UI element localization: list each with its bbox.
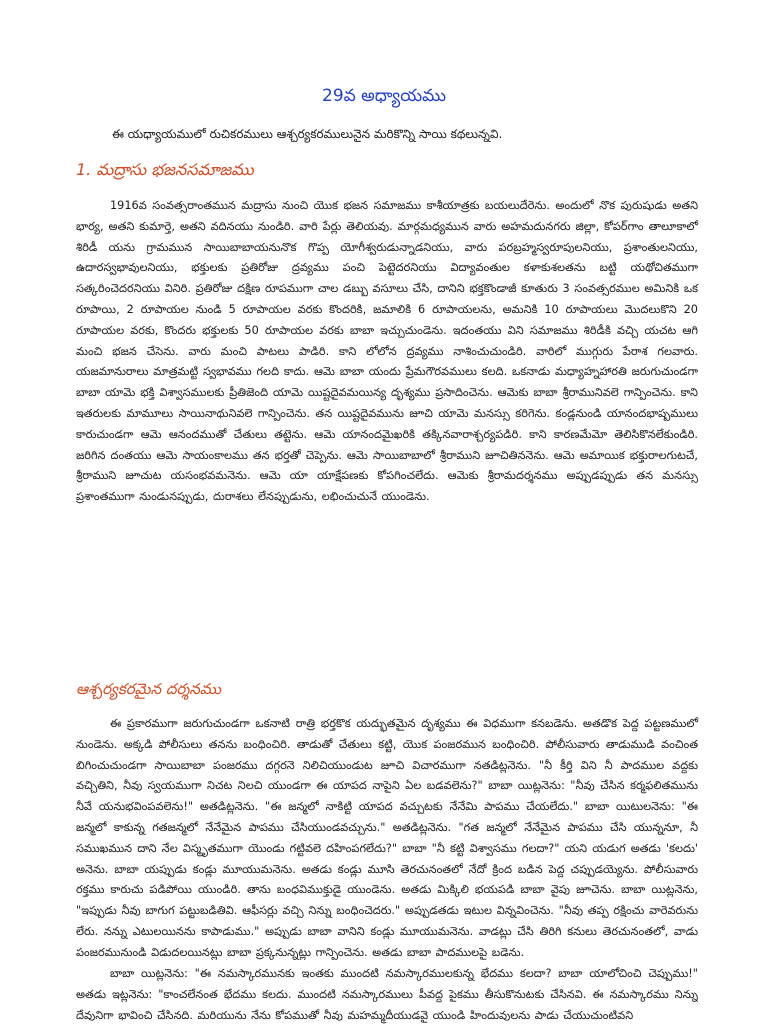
- section-heading-vision: ఆశ్చర్యకరమైన దర్శనము: [76, 680, 221, 698]
- section-heading-madras-bhajan: 1. మద్రాసు భజనసమాజము: [76, 160, 254, 179]
- chapter-title: 29వ అధ్యాయము: [322, 86, 446, 106]
- chapter-intro: ఈ యధ్యాయములో రుచికరములు ఆశ్చర్యకరములునైన మరికొన్ని సాయి కథలున్నవి.: [112, 127, 503, 141]
- section-paragraph: ఈ ప్రకారముగా జరుగుచుండగా ఒకనాటి రాత్రి భర్తకొక యద్భుతమైన దృశ్యము ఈ విధముగా కనబడెను. అతడొక పెద్ద పట్టణములో నుండెను. అక్కడి పోలీసులు తనను బంధించిరి. తాడుతో చేతులు కట్టి, యొక పంజరమున బంధించిరి. పోలీసువారు తాడుముడి వంచింత బిగించుచుండగా సాయిబాబా పంజరము దగ్గరనె నిలిచియుండుట జూచి విచారముగా నతడిట్లనెను. "నీ కీర్తి విని నీ పాదముల వద్దకు వచ్చితిని, నీవు స్వయముగా నిచట నిలచి యుండగా ఈ యాపద నాపైని ఏల బడవలెను?" బాబా యిట్లనెను: "నీవు చేసిన కర్మఫలితమును నీవే యనుభవింపవలెను!" అతడిట్లనెను. "ఈ జన్మలో నాకిట్టి యాపద వచ్చుటకు నేనేమి పాపము చేయలేదు." బాబా యిటులనెను: "ఈ జన్మలో కాకున్న గతజన్మలో నేనేమైన పాపము చేసియుండవచ్చును." అతడిట్లనెను. "గత జన్మలో నేనేమైన పాపము చేసి యున్ననూ, నీ సముఖమున దాని నేల విస్మృతముగా యొండు గట్టివలె దహింపగలేదు?" బాబా "నీ కట్టి విశ్వాసము గలదా?" యని యడుగ అతడు 'కలదు' అనెను. బాబా యప్పుడు కండ్లు మూయుమనెను. అతడు కండ్లు మూసి తెరచునంతలో నేదో క్రింద బడిన పెద్ద చప్పుడయ్యెను. పోలీసువారు రక్తము కారుచు పడిపోయి యుండిరి. తాను బంధవిముక్తుడై యుండెను. అతడు మిక్కిలి భయపడి బాబా వైపు జూచెను. బాబా యిట్లనెను, "ఇప్పుడు నీవు బాగుగ పట్టుబడితివి. ఆఫీసర్లు వచ్చి నిన్ను బంధించెదరు." అప్పుడతడు ఇటుల విన్నవించెను. "నీవు తప్ప రక్షించు వారెవరును లేరు. నన్ను ఎటులయినను కాపాడుము." అప్పుడు బాబా వానిని కండ్లు మూయుమనెను. వాడట్లు చేసి తిరిగి కనులు తెరచునంతలో, వాడు పంజరమునుండి విడుదలయినట్లు బాబా ప్రక్కనున్నట్లు గాన్పించెను. అతడు బాబా పాదములపై బడెను.: [76, 717, 698, 959]
- section-paragraph: 1916వ సంవత్సరాంతమున మద్రాసు నుంచి యొక భజన సమాజము కాశీయాత్రకు బయలుదేరెను. అందులో నొక పురుషుడు అతని భార్య, అతని కుమార్తె, అతని వదినయు నుండిరి. వారి పేర్లు తెలియవు. మార్గమధ్యమున వారు అహమదునగరు జిల్లా, కోపర్‌గాం తాలూకాలో శిరిడీ యను గ్రామమున సాయిబాబాయనునొక గొప్ప యోగీశ్వరుడున్నాడనియు, వారు పరబ్రహ్మస్వరూపులనియు, ప్రశాంతులనియు, ఉదారస్వభావులనియు, భక్తులకు ప్రతిరోజు ద్రవ్యము పంచి పెట్టెదరనియు విద్యావంతుల కళాకుశలతను బట్టి యథోచితముగా సత్కరించెదరనియు వినిరి. ప్రతిరోజు దక్షిణ రూపముగా చాల డబ్బు వసూలు చేసి, దానిని భక్తకొండాజీ కూతురు 3 సంవత్సరముల అమినికి ఒక రూపాయి, 2 రూపాయల నుండి 5 రూపాయల వరకు కొందరికి, జమాలికి 6 రూపాయలను, అమనికి 10 రూపాయలు మొదలుకొని 20 రూపాయల వరకు, కొందరు భక్తులకు 50 రూపాయల వరకు బాబా ఇచ్చుచుండెను. ఇదంతయు విని సమాజము శిరిడీకి వచ్చి యచట ఆగి మంచి భజన చేసెను. వారు మంచి పాటలు పాడిరి. కాని లోలోన ద్రవ్యము నాశించుచుండిరి. వారిలో ముగ్గురు పేరాశ గలవారు. యజమానురాలు మాత్రమట్టి స్వభావము గలది కాదు. ఆమె బాబా యందు ప్రేమగౌరవములు కలది. ఒకనాడు మధ్యాహ్నహారతి జరుగుచుండగా బాబా యామె భక్తి విశ్వాసములకు ప్రీతిజెంది యామె యిష్టదైవమయిన్య దృశ్యము ప్రసాదించెను. ఆమెకు బాబా శ్రీరామునివలె గాన్పించెను. కాని ఇతరులకు మామూలు సాయినాథునివలె గాన్పించెను. తన యిష్టదైవమును జూచి యామె మనస్సు కరిగెను. కండ్లనుండి యానందభాష్పములు కారుచుండగా ఆమె ఆనందముతో చేతులు తట్టెను. ఆమె యానందమైఖరికి తక్కినవారాశ్చర్యపడిరి. కాని కారణమేమో తెలిసికొనలేకుండిరి. జరిగిన దంతయు ఆమె సాయంకాలము తన భర్తతో చెప్పెను. ఆమె సాయిబాబాలో శ్రీరాముని జూచితిననెను. ఆమె అమాయిక భక్తురాలగుటచే, శ్రీరాముని జూచుట యసంభవమనెను. ఆమె యా యాక్షేపణకు కోపగించలేదు. ఆమెకు శ్రీరామదర్శనము అప్పుడప్పుడు తన మనస్సు ప్రశాంతముగా నుండునప్పుడు, దురాశలు లేనప్పుడును, లభించుచునే యుండెను.: [76, 199, 698, 504]
- section-paragraph: బాబా యిట్లనెను: "ఈ నమస్కారమునకు ఇంతకు ముందటి నమస్కారములకున్న భేదము కలదా? బాబా యాలోచించి చెప్పుము!" అతడు ఇట్లనెను: "కాంచలేనంత భేదము కలదు. ముందటి నమస్కారములు పీవద్ద పైకము తీసుకొనుటకు చేసినవి. ఈ నమస్కారము నిన్ను దేవునిగా భావించి చేసినది. మరియును నేను కోపముతో నీవు మహమ్మదీయుడవై యుండి హిందువులను పాడు చేయుచుంటివని: [76, 967, 698, 1022]
